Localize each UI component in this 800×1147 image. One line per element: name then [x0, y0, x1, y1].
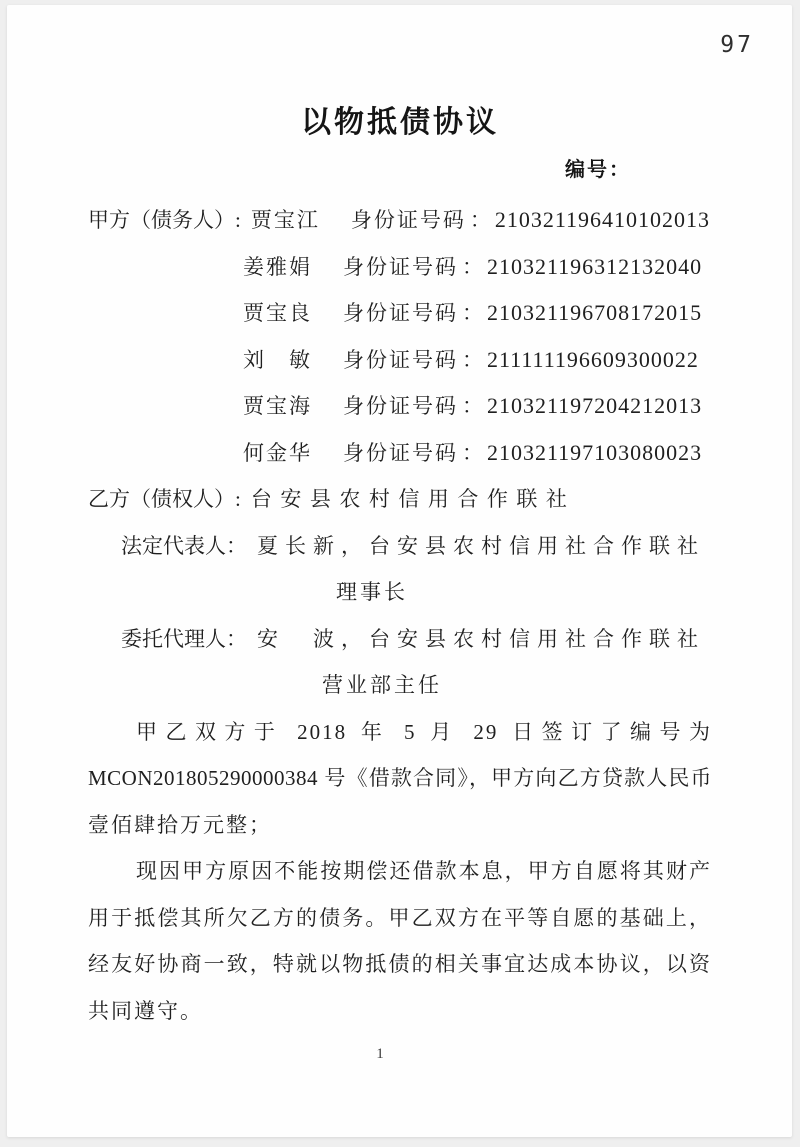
debtor-name: 何金华 — [243, 440, 312, 465]
debtor-name: 刘 敏 — [243, 347, 312, 372]
debtor-name: 姜雅娟 — [243, 254, 312, 279]
paragraph-line: MCON201805290000384 号《借款合同》，甲方向乙方贷款人民币 — [88, 766, 712, 790]
id-colon: ： — [462, 347, 483, 372]
id-colon: ： — [469, 208, 491, 232]
paragraph-line: 用于抵偿其所欠乙方的债务。甲乙双方在平等自愿的基础上， — [88, 905, 712, 930]
agent-label: 委托代理人： — [121, 626, 247, 651]
paragraph-line: 共同遵守。 — [88, 998, 203, 1023]
debtor-row — [88, 244, 712, 291]
party-b-row — [88, 476, 712, 523]
debtor-name: 贾宝海 — [243, 394, 312, 418]
paragraph-line: 经友好协商一致，特就以物抵债的相关事宜达成本协议，以资 — [88, 952, 712, 976]
paragraph-line: 甲乙双方于 2018 年 5 月 29 日签订了编号为 — [136, 719, 712, 744]
id-number: 210321196312132040 — [487, 253, 703, 279]
id-number: 211111196609300022 — [487, 346, 699, 372]
id-number: 210321197103080023 — [487, 439, 703, 465]
debtor-row — [88, 383, 712, 430]
id-label: 身份证号码 — [343, 440, 458, 465]
document-page — [7, 5, 792, 1137]
agent-value: 安 波，台安县农村信用社合作联社 — [257, 626, 705, 651]
id-colon: ： — [462, 394, 483, 418]
debtor-row — [88, 290, 712, 337]
party-b-label: 乙方（债权人）: — [88, 487, 241, 511]
debtor-row — [88, 430, 712, 477]
id-number: 210321196708172015 — [487, 300, 703, 325]
paragraph-line: 壹佰肆拾万元整； — [88, 812, 272, 837]
debtor-row — [88, 337, 712, 384]
page-footer-number: 1 — [376, 1046, 384, 1062]
id-number: 210321197204212013 — [487, 393, 703, 418]
document-title: 以物抵债协议 — [301, 106, 499, 139]
party-a-label: 甲方（债务人）: — [88, 208, 241, 232]
debtor-name: 贾宝良 — [243, 301, 312, 325]
debtor-row — [88, 197, 712, 244]
debtor-name: 贾宝江 — [250, 208, 320, 232]
ref-number-label: 编号： — [565, 159, 631, 181]
id-colon: ： — [462, 301, 483, 325]
legal-rep-label: 法定代表人： — [121, 533, 247, 558]
agent-row — [88, 616, 712, 663]
legal-rep-value: 夏长新，台安县农村信用社合作联社 — [257, 533, 705, 558]
legal-rep-row — [88, 523, 712, 570]
page-corner-number: 97 — [720, 32, 754, 58]
id-colon: ： — [462, 440, 483, 465]
id-label: 身份证号码 — [343, 301, 458, 325]
id-number: 210321196410102013 — [494, 207, 711, 232]
agent-title: 营业部主任 — [322, 673, 442, 697]
legal-rep-title: 理事长 — [336, 580, 408, 604]
id-label: 身份证号码 — [343, 394, 458, 418]
id-label: 身份证号码 — [350, 208, 466, 232]
id-label: 身份证号码 — [343, 254, 458, 279]
document-body — [88, 197, 712, 1034]
party-b-name: 台安县农村信用合作联社 — [250, 487, 576, 511]
paragraph-line: 现因甲方原因不能按期偿还借款本息，甲方自愿将其财产 — [136, 859, 712, 883]
id-colon: ： — [462, 254, 483, 279]
id-label: 身份证号码 — [343, 347, 458, 372]
